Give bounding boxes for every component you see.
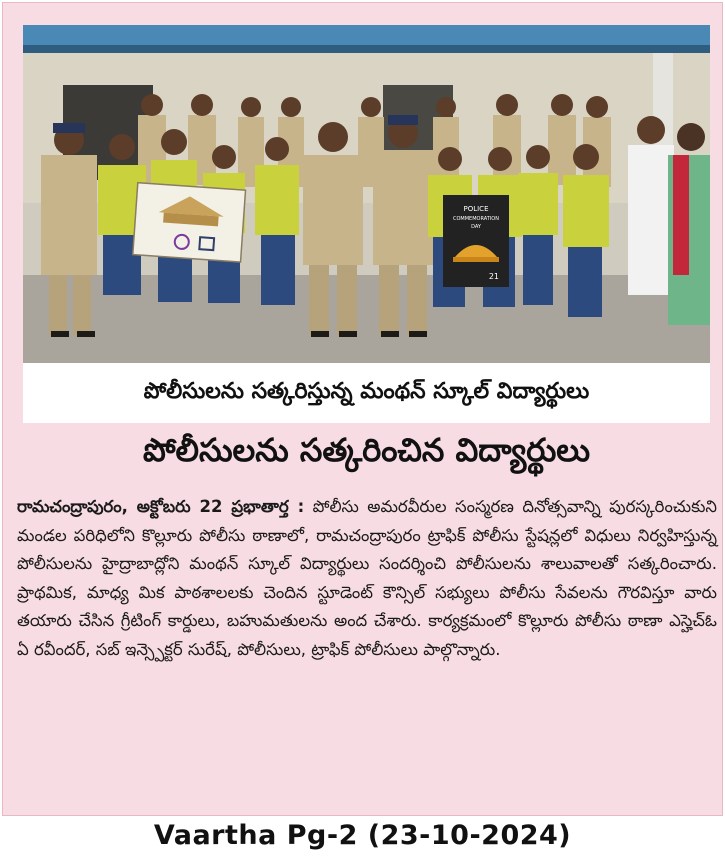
photo-panel [23,25,710,423]
newspaper-clipping [2,2,723,816]
source-citation: Vaartha Pg-2 (23-10-2024) [153,820,572,851]
article-body-text: పోలీసు అమరవీరుల సంస్మరణ దినోత్సవాన్ని పురస్కరించుకుని మండల పరిధిలోని కొల్లూరు పోలీసు ఠాణాలో, రామచంద్రాపురం ట్రాఫిక్ పోలీసు స్టేషన్లలో విధులు నిర్వహిస్తున్న పోలీసులను హైద్రాబాద్లోని మంథన్ స్కూల్ విద్యార్థులు సందర్శించి పోలీసులను శాలువాలతో సత్కరించారు. ప్రాథమిక, మాధ్య మిక పాఠశాలలకు చెందిన స్టూడెంట్ కౌన్సిల్ సభ్యులు పోలీసు సేవలను గౌరవిస్తూ వారు తయారు చేసిన గ్రీటింగ్ కార్డులు, బహుమతులను అంద చేశారు. కార్యక్రమంలో కొల్లూరు పోలీసు ఠాణా ఎస్హెచ్ఓ ఏ రవీందర్, సబ్ ఇన్స్పెక్టర్ సురేష్, పోలీసులు, ట్రాఫిక్ పోలీసులు పాల్గొన్నారు. [17,497,717,659]
group-photo [23,25,710,363]
poster-line-3: DAY [471,224,481,230]
poster-line-2: COMMEMORATION [453,216,499,222]
poster-date: 21 [488,272,499,281]
article-headline: పోలీసులను సత్కరించిన విద్యార్థులు [142,431,591,469]
photo-caption: పోలీసులను సత్కరిస్తున్న మంథన్ స్కూల్ విద్యార్థులు [143,379,590,404]
article-body [17,493,717,664]
poster-line-1: POLICE [463,205,489,213]
article-dateline: రామచంద్రాపురం, అక్టోబరు 22 ప్రభాతార్త : [17,497,305,516]
